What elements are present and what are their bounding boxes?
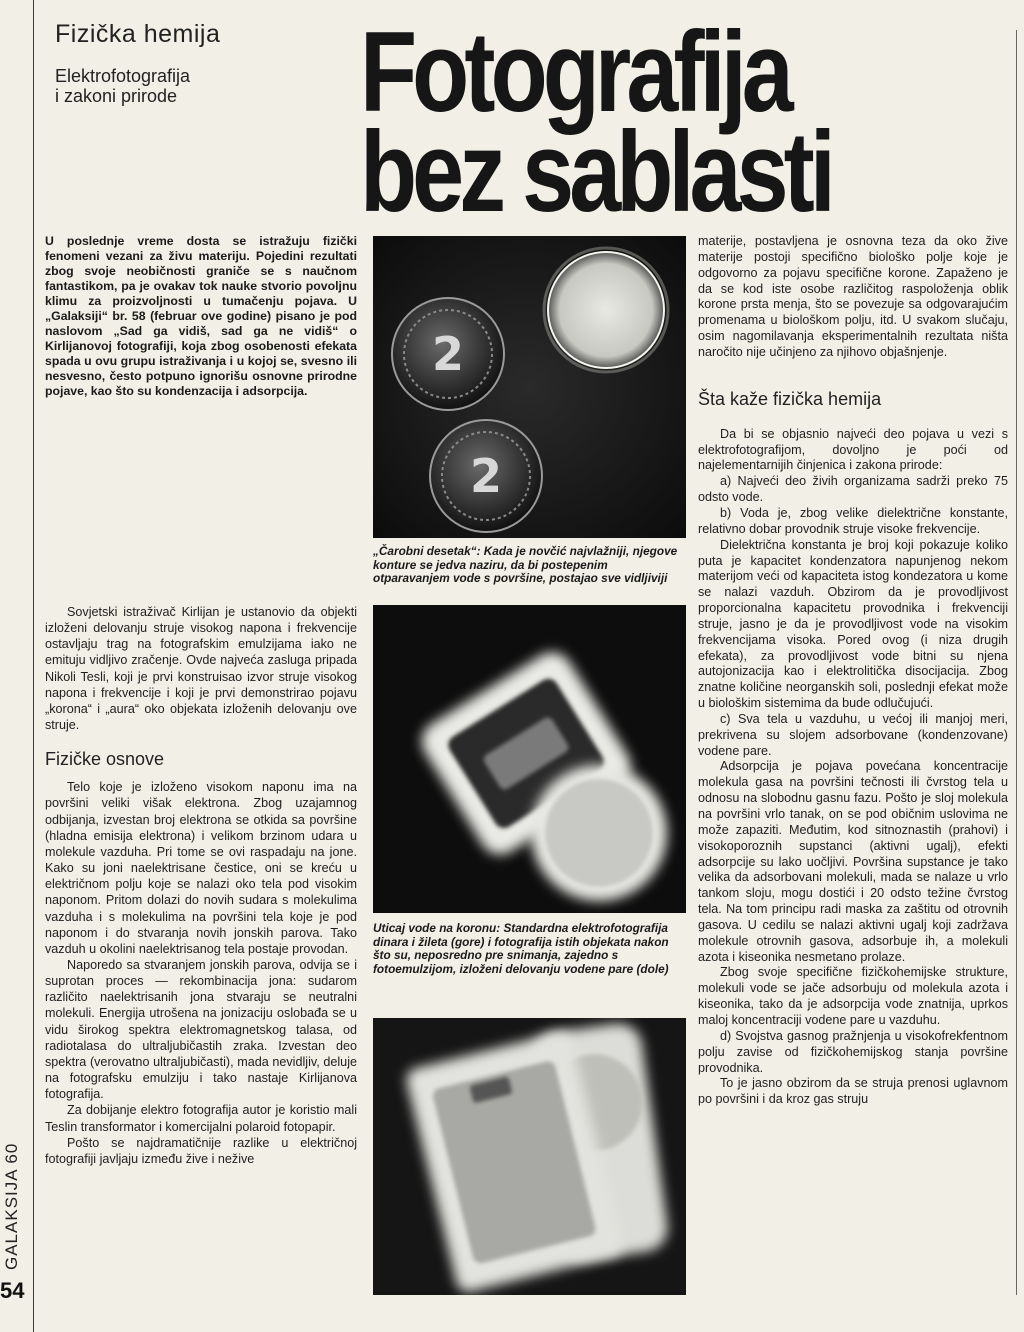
section-kicker: Fizička hemija xyxy=(55,20,221,48)
col3-paragraph: To je jasno obzirom da se struja prenosi uglavnom po površini i da kroz gas struju xyxy=(698,1076,1008,1107)
col3-paragraph: a) Najveći deo živih organizama sadrži preko 75 odsto vode. xyxy=(698,474,1008,505)
col3-paragraph: Zbog svoje specifične fizičkohemijske strukture, molekuli vode se jače adsorbuju od molekula azota i kiseonika, tako da je adsorpcija vode znatnija, uprkos maloj koncentraciji vodene pare u vazduhu. xyxy=(698,965,1008,1027)
lead-paragraph: U poslednje vreme dosta se istražuju fizički fenomeni vezani za živu materiju. Pojedini rezultati zbog svoje neobičnosti graniče se s naučnom fantastikom, pa je ovakav tok nauke stvorio povoljnu klimu za proizvoljnosti u tumačenju pojava. U „Galaksiji“ br. 58 (februar ove godine) pisano je pod naslovom „Sad ga vidiš, sad ga ne vidiš“ o Kirlijanovoj fotografiji, koja zbog osobenosti efekata spada u ovu grupu istraživanja i u kojoj se, svesno ili nesvesno, često potpuno ignorišu osnovne prirodne pojave, kao što su kondenzacija i adsorpcija. xyxy=(45,234,357,398)
subtitle-line-1: Elektrofotografija xyxy=(55,66,191,86)
col1-paragraph: Pošto se najdramatičnije razlike u električnoj fotografiji javljaju između žive i nežive xyxy=(45,1135,357,1166)
col3-paragraph: Dielektrična konstanta je broj koji pokazuje koliko puta je kapacitet kondenzatora napunjenog nekom materijom veći od kapaciteta istog kondezatora u kome se nalazi vazduh. Obzirom da je provodljivost proporcionalna kapacitetu provodnika i frekvenciji struje, jasno je da je provodljivost vode na visokim frekvencijama visoka. Pored ovog (i niza drugih efekata), za provodljivost vode bitni su njena autojonizacija kao i elektrolitička disocijacija. Zbog znatne količine neorganskih soli, poslednji efekat može u biološkim sistemima da bude odlučujući. xyxy=(698,537,1008,711)
left-rule xyxy=(33,0,34,1332)
section-heading-sta-kaze: Šta kaže fizička hemija xyxy=(698,388,882,409)
right-rule xyxy=(1016,30,1017,1295)
col3-paragraph: c) Sva tela u vazduhu, u većoj ili manjoj meri, prekrivena su slojem adsorbovane (kondenzovane) vodene pare. xyxy=(698,711,1008,758)
section-heading-fizicke-osnove: Fizičke osnove xyxy=(45,749,165,770)
photo-corona-2-image xyxy=(373,1018,686,1295)
caption-2: Uticaj vode na koronu: Standardna elektrofotografija dinara i žileta (gore) i fotografija istih objekata nakon što su, neposredno pre snimanja, zajedno s fotoemulzijom, izloženi delovanju vodene pare (dole) xyxy=(373,921,669,976)
coin-1-denomination: 2 xyxy=(431,327,465,381)
col1-paragraph: Telo koje je izloženo visokom naponu ima na površini veliki višak elektrona. Zbog uzajamnog odbijanja, izvestan broj elektrona se otkida sa površine (hladna emisija elektrona) i velikom brzinom udara u molekule vazduha. Pri tome se ovi raspadaju na jone. Kako su joni naelektrisane čestice, oni se kreću u električnom polju koje se nalazi oko tela pod visokim naponom. Pritom dolazi do novih sudara s molekulima vazduha i s molekulima na površini tela koje je pod naponom i do stvaranja novih jonskih parova. Tako vazduh u okolini naelektrisanog tela postaje provodan. xyxy=(45,780,357,956)
caption-1: „Čarobni desetak“: Kada je novčić najvlažniji, njegove konture se jedva naziru, da bi postepenim otparavanjem vode s površine, postajao sve vidljiviji xyxy=(373,544,678,586)
photo-corona-1-image xyxy=(373,605,686,913)
col3-paragraph: materije, postavljena je osnovna teza da oko žive materije postoji specifično biološko polje koje je odgovorno za pojavu specifične korone. Zapaženo je da se kod iste osobe različitog raspoloženja oblik korone prsta menja, što se povezuje sa odgovarajućim promenama u biološkom polju, itd. U svakom slučaju, osim nagomilavanja eksperimentalnih rezultata ništa naročito nije učinjeno za njihovo objašnjenje. xyxy=(698,234,1008,359)
col3-paragraph: Adsorpcija je pojava povećana koncentracije molekula gasa na površini tečnosti ili čvrstog tela u odnosu na slobodnu gasnu fazu. Pošto je sloj molekula na površini vrlo tanak, on se pod običnim uslovima ne može zapaziti. Međutim, kod sitnoznastih (prahovi) i visokoporoznih supstanci (aktivni ugalj), efekti adsorpcije su lako uočljivi. Površina supstance je tako velika da adsorbovani molekuli, mada se nalaze u vrlo tankom sloju, mogu dostići i 20 odsto težine čvrstog tela. Na tom principu radi maska za zaštitu od otrovnih gasova. U cedilu se nalazi aktivni ugalj koji zadržava molekule otrovnih gasova, adsorbuje ih, a molekuli azota i kiseonika nesmetano prolaze. xyxy=(698,759,1008,964)
col1-paragraph: Naporedo sa stvaranjem jonskih parova, odvija se i suprotan proces — rekombinacija jona: sudarom različito naelektrisanih jona stvaraju se neutralni molekuli. Energija utrošena na jonizaciju oslobađa se u vidu širokog spektra elektromagnetskog talasa, od radiotalasa do ultraljubičastih zraka. Izvestan deo spektra (verovatno ultraljubičasti), mada nevidljiv, deluje na fotografsku emulziju i tako nastaje Kirlijanova fotografija. xyxy=(45,957,357,1102)
headline-line-1: Fotografija xyxy=(360,9,789,136)
coin-2 xyxy=(548,252,664,368)
subtitle-line-2: i zakoni prirode xyxy=(55,86,178,106)
col3-paragraph: Da bi se objasnio najveći deo pojava u vezi s elektrofotografijom, dovoljno je poći od najelementarnijih činjenica i zakona prirode: xyxy=(698,426,1008,473)
column-1 xyxy=(45,604,357,1167)
coin-3-denomination: 2 xyxy=(469,449,503,503)
col1-paragraph: Za dobijanje elektro fotografija autor je koristio mali Teslin transformator i komercijalni polaroid fotopapir. xyxy=(45,1103,357,1134)
photo-coins xyxy=(373,236,686,538)
column-3 xyxy=(698,234,1008,1108)
photo-corona-2 xyxy=(373,1018,686,1295)
photo-coins-image xyxy=(373,236,686,538)
col3-paragraph: d) Svojstva gasnog pražnjenja u visokofrekfentnom polju zavise od fizičkohemijskog stanja površine provodnika. xyxy=(698,1028,1008,1075)
headline-line-2: bez sablasti xyxy=(360,109,831,236)
magazine-issue-label: GALAKSIJA 60 xyxy=(2,1142,21,1270)
page-number: 54 xyxy=(0,1278,25,1303)
col1-intro: Sovjetski istraživač Kirlijan je ustanovio da objekti izloženi delovanju struje visokog napona i frekvencije ostavljaju trag na fotografskim emulzijama iako ne emituju vidljivo zračenje. Ovde najveća zasluga pripada Nikoli Tesli, koji je prvi konstruisao izvor struje visokog napona i frekvencije i koji je prvi demonstrirao pojavu „korona“ i „aura“ oko objekata izloženih delovanju ove struje. xyxy=(45,605,357,733)
photo-corona-1 xyxy=(373,605,686,913)
col3-paragraph: b) Voda je, zbog velike dielektrične konstante, relativno dobar provodnik struje visoke frekvencije. xyxy=(698,505,1008,536)
article-subtitle xyxy=(55,66,335,106)
